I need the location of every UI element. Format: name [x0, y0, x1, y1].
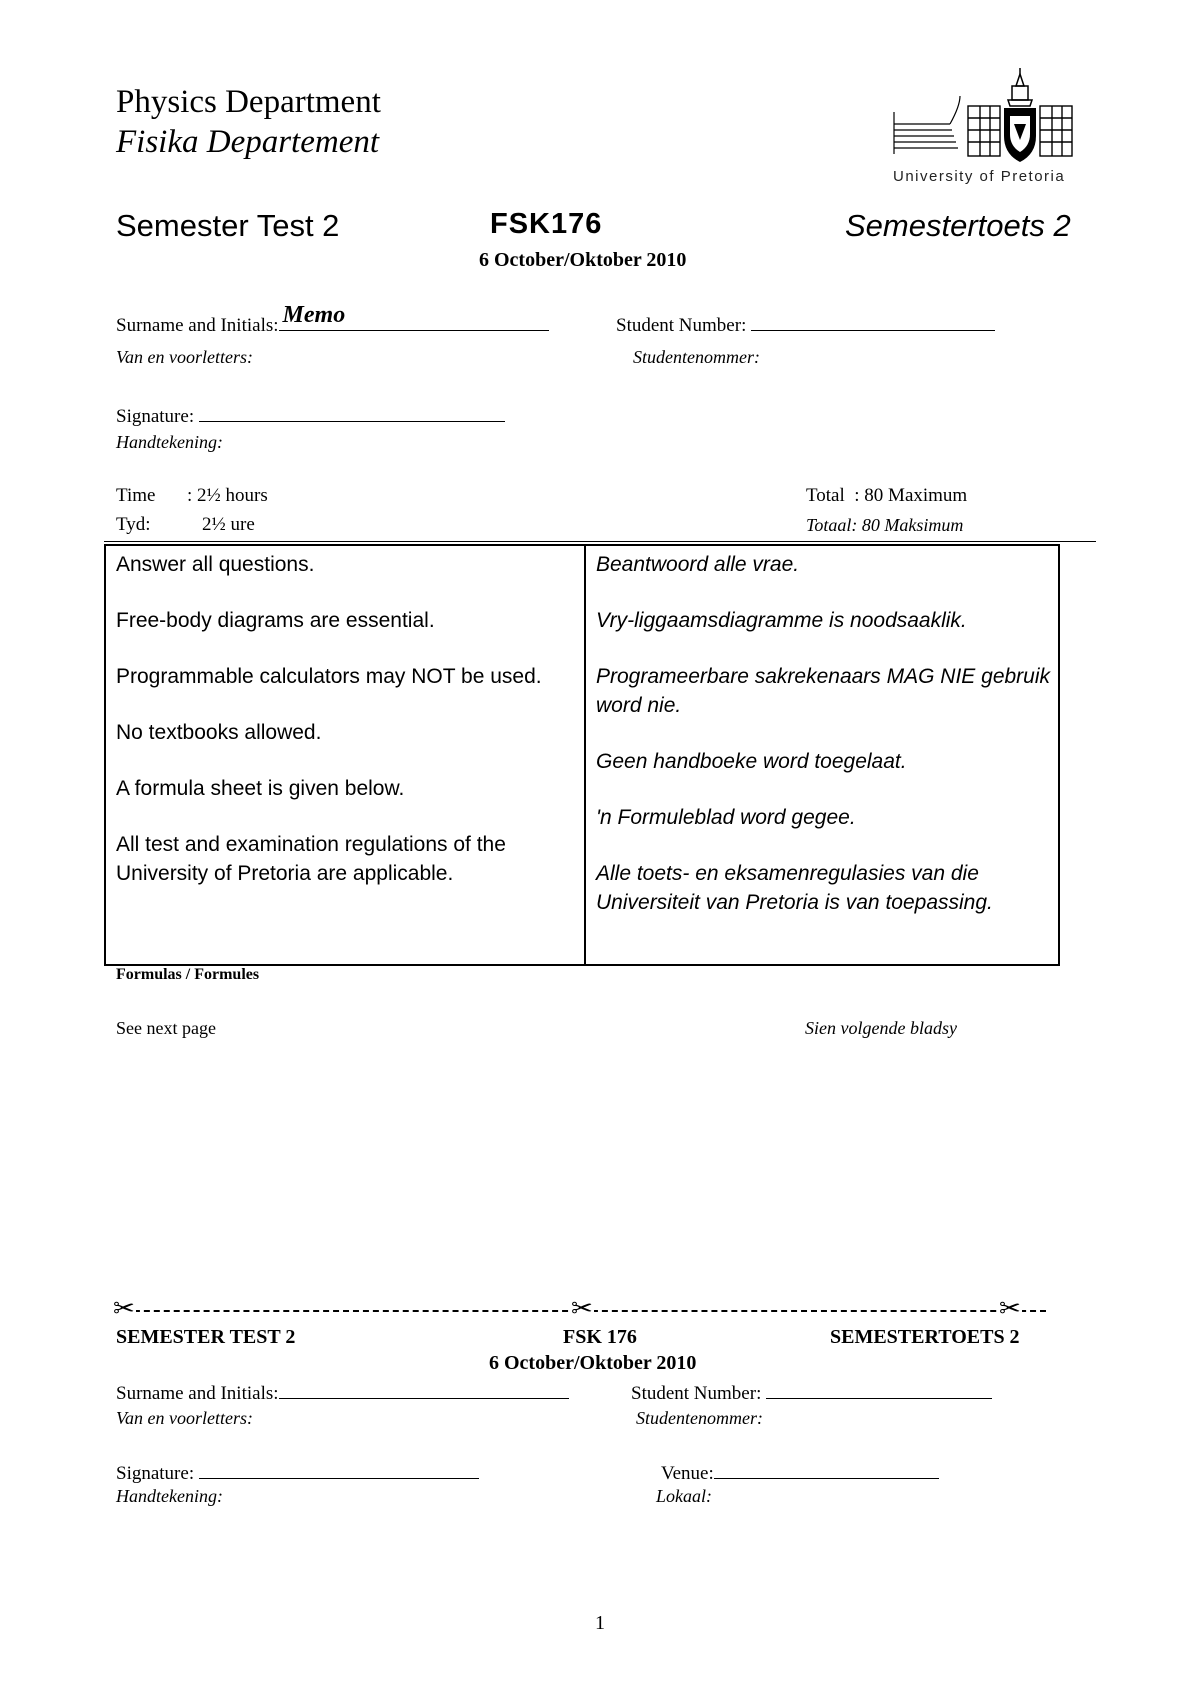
slip-course-code: FSK 176: [563, 1326, 637, 1348]
signature-label-af: Handtekening:: [116, 432, 223, 452]
column-divider: [584, 546, 586, 964]
slip-student-number-label: Student Number:: [631, 1383, 762, 1404]
test-date: 6 October/Oktober 2010: [479, 249, 687, 271]
slip-date: 6 October/Oktober 2010: [489, 1352, 697, 1374]
slip-surname-label: Surname and Initials:: [116, 1383, 279, 1404]
instruction-af: Alle toets- en eksamenregulasies van die Universiteit van Pretoria is van toepassing.: [596, 862, 993, 914]
slip-student-number-field: [631, 1380, 992, 1405]
slip-signature-label: Signature:: [116, 1463, 195, 1484]
surname-label-af: Van en voorletters:: [116, 347, 253, 367]
slip-test-title-af: SEMESTERTOETS 2: [830, 1326, 1020, 1348]
instruction-af: Beantwoord alle vrae.: [596, 553, 800, 576]
table-top-rule: [104, 541, 1096, 542]
time-label-af: Tyd:: [116, 514, 151, 535]
signature-input-line[interactable]: [199, 403, 505, 422]
formulas-heading: Formulas / Formules: [116, 966, 260, 983]
signature-label: Signature:: [116, 406, 195, 427]
slip-venue-label-af: Lokaal:: [656, 1486, 712, 1506]
total-marks-af: Totaal: 80 Maksimum: [806, 515, 964, 535]
department-name-af: Fisika Departement: [116, 124, 380, 160]
instruction-en: Free-body diagrams are essential.: [116, 609, 435, 632]
slip-surname-label-af: Van en voorletters:: [116, 1408, 253, 1428]
slip-student-number-input-line[interactable]: [766, 1380, 992, 1399]
surname-field: [116, 302, 549, 337]
instruction-af: Programeerbare sakrekenaars MAG NIE gebruik word nie.: [596, 665, 1051, 717]
slip-surname-input-line[interactable]: [279, 1380, 569, 1399]
instruction-en: Answer all questions.: [116, 553, 315, 576]
instruction-en: All test and examination regulations of the University of Pretoria are applicable.: [116, 833, 506, 885]
time-value-af: 2½ ure: [202, 514, 255, 535]
surname-label: Surname and Initials:: [116, 315, 279, 336]
instructions-af-column: [596, 550, 1051, 944]
department-name-en: Physics Department: [116, 84, 381, 120]
course-code: FSK176: [490, 208, 603, 240]
slip-signature-field: [116, 1460, 479, 1485]
see-next-page-af: Sien volgende bladsy: [805, 1018, 957, 1038]
instruction-en: Programmable calculators may NOT be used.: [116, 665, 542, 688]
slip-student-number-label-af: Studentenommer:: [636, 1408, 763, 1428]
total-marks-en: Total : 80 Maximum: [806, 485, 968, 506]
page-number: 1: [595, 1612, 605, 1634]
university-name: University of Pretoria: [893, 168, 1066, 185]
see-next-page-en: See next page: [116, 1018, 216, 1038]
student-number-input-line[interactable]: [751, 312, 995, 331]
test-title-af: Semestertoets 2: [845, 208, 1071, 243]
instruction-en: A formula sheet is given below.: [116, 777, 405, 800]
surname-input-line[interactable]: [279, 302, 549, 331]
surname-handwritten-value: Memo: [282, 302, 346, 328]
instruction-af: Vry-liggaamsdiagramme is noodsaaklik.: [596, 609, 967, 632]
instructions-table: [104, 544, 1060, 966]
student-number-label: Student Number:: [616, 315, 747, 336]
slip-signature-label-af: Handtekening:: [116, 1486, 223, 1506]
slip-venue-input-line[interactable]: [714, 1460, 939, 1479]
slip-test-title-en: SEMESTER TEST 2: [116, 1326, 296, 1348]
instructions-en-column: [116, 550, 578, 915]
slip-surname-field: [116, 1380, 569, 1405]
scissors-icon: ✂: [113, 1294, 135, 1323]
student-number-field: [616, 312, 995, 337]
slip-signature-input-line[interactable]: [199, 1460, 479, 1479]
instruction-af: Geen handboeke word toegelaat.: [596, 750, 907, 773]
scissors-icon: ✂: [999, 1294, 1021, 1323]
student-number-label-af: Studentenommer:: [633, 347, 760, 367]
test-title-en: Semester Test 2: [116, 208, 340, 243]
signature-field: [116, 403, 505, 428]
instruction-af: 'n Formuleblad word gegee.: [596, 806, 856, 829]
slip-venue-field: [661, 1460, 939, 1485]
instruction-en: No textbooks allowed.: [116, 721, 322, 744]
slip-venue-label: Venue:: [661, 1463, 714, 1484]
time-value: : 2½ hours: [187, 485, 268, 506]
scissors-icon: ✂: [571, 1294, 593, 1323]
time-label: Time: [116, 485, 156, 506]
